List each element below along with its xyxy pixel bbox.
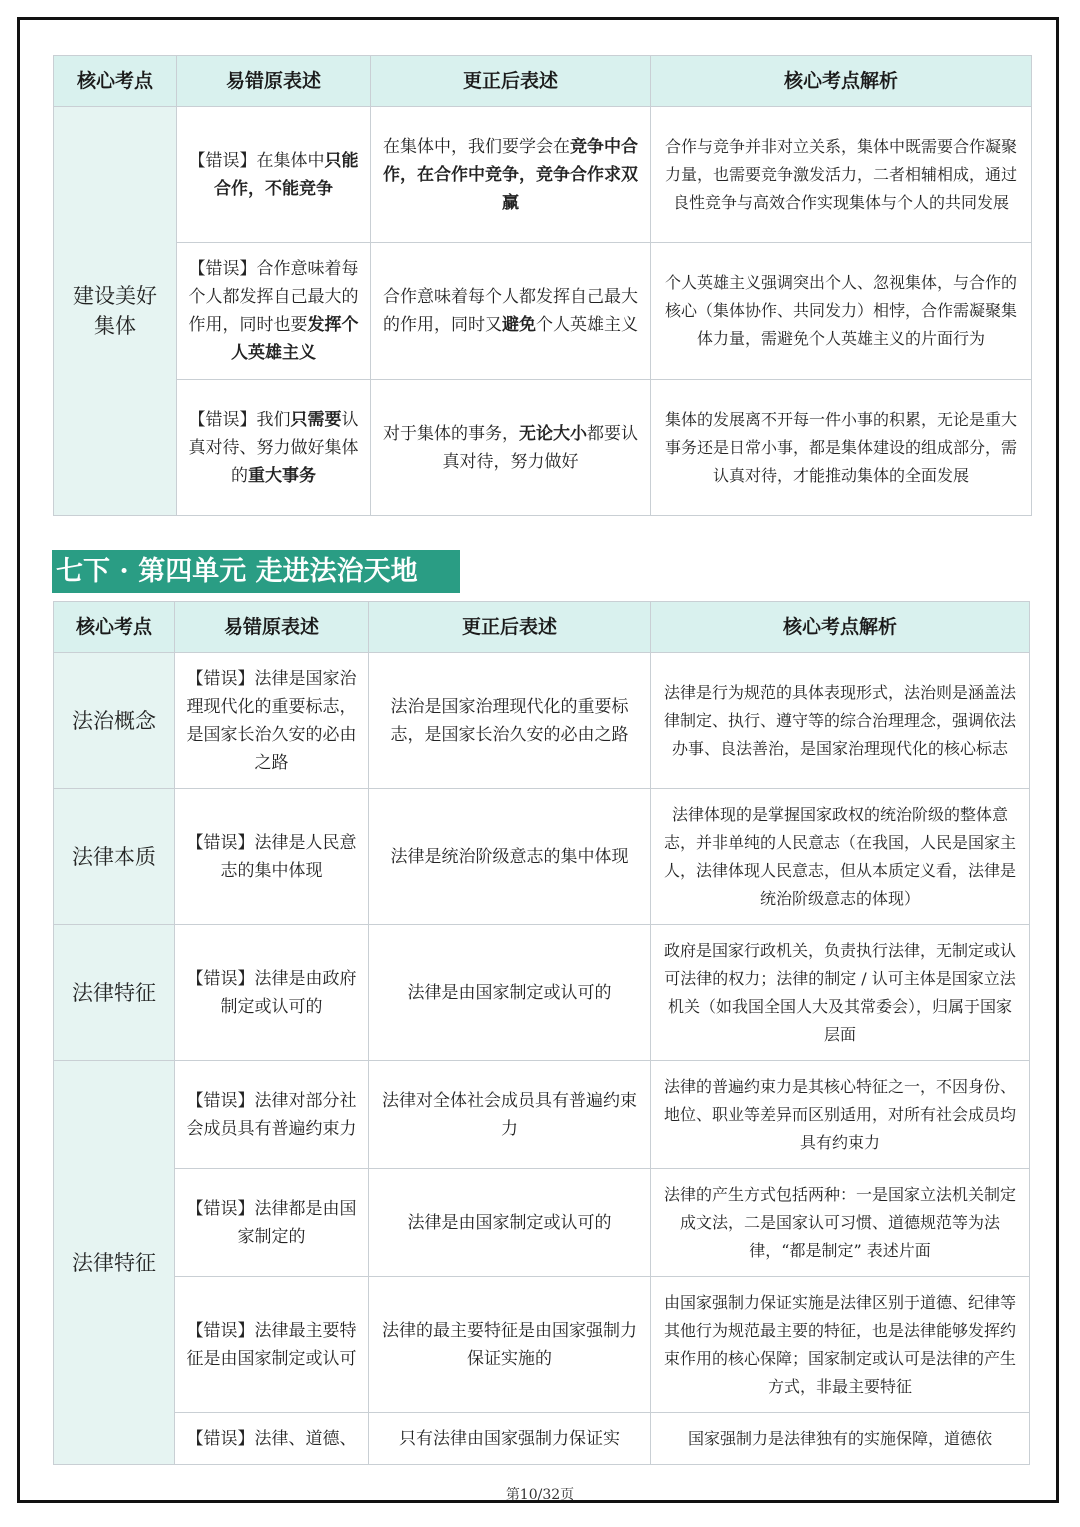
correct-cell: 法律是由国家制定或认可的 <box>369 1169 651 1277</box>
correct-cell: 在集体中，我们要学会在竞争中合作，在合作中竞争，竞争合作求双赢 <box>371 107 651 243</box>
table-row <box>54 653 1030 789</box>
correct-cell: 合作意味着每个人都发挥自己最大的作用，同时又避免个人英雄主义 <box>371 243 651 380</box>
wrong-cell: 【错误】我们只需要认真对待、努力做好集体的重大事务 <box>177 380 371 516</box>
unit-banner: 七下 · 第四单元 走进法治天地 <box>52 550 460 593</box>
table-row <box>54 1061 1030 1169</box>
analysis-cell: 政府是国家行政机关，负责执行法律，无制定或认可法律的权力；法律的制定 / 认可主体是国家立法机关（如我国全国人大及其常委会），归属于国家层面 <box>651 925 1030 1061</box>
correct-cell: 法律的最主要特征是由国家强制力保证实施的 <box>369 1277 651 1413</box>
table-row <box>54 1413 1030 1465</box>
emphasis-text: 只能合作，不能竞争 <box>214 150 359 199</box>
table-law <box>53 601 1030 1465</box>
table-row <box>54 925 1030 1061</box>
analysis-cell: 法律的产生方式包括两种：一是国家立法机关制定成文法，二是国家认可习惯、道德规范等为法律，“都是制定” 表述片面 <box>651 1169 1030 1277</box>
table-collective <box>53 55 1032 516</box>
table-row <box>54 789 1030 925</box>
correct-cell: 只有法律由国家强制力保证实 <box>369 1413 651 1465</box>
table-header-row <box>54 56 1032 107</box>
emphasis-text: 竞争中合作，在合作中竞争，竞争合作求双赢 <box>383 136 638 213</box>
emphasis-text: 避免 <box>502 315 536 335</box>
analysis-cell: 法律是行为规范的具体表现形式，法治则是涵盖法律制定、执行、遵守等的综合治理理念，强调依法办事、良法善治，是国家治理现代化的核心标志 <box>651 653 1030 789</box>
analysis-cell: 集体的发展离不开每一件小事的积累，无论是重大事务还是日常小事，都是集体建设的组成部分，需认真对待，才能推动集体的全面发展 <box>651 380 1032 516</box>
analysis-cell: 由国家强制力保证实施是法律区别于道德、纪律等其他行为规范最主要的特征，也是法律能够发挥约束作用的核心保障；国家制定或认可是法律的产生方式，非最主要特征 <box>651 1277 1030 1413</box>
header-analysis: 核心考点解析 <box>651 602 1030 653</box>
correct-cell: 法律是统治阶级意志的集中体现 <box>369 789 651 925</box>
wrong-cell: 【错误】合作意味着每个人都发挥自己最大的作用，同时也要发挥个人英雄主义 <box>177 243 371 380</box>
wrong-cell: 【错误】法律是由政府制定或认可的 <box>175 925 369 1061</box>
wrong-cell: 【错误】法律最主要特征是由国家制定或认可 <box>175 1277 369 1413</box>
wrong-cell: 【错误】法律都是由国家制定的 <box>175 1169 369 1277</box>
topic-cell: 法治概念 <box>54 653 175 789</box>
table-row <box>54 380 1032 516</box>
header-wrong: 易错原表述 <box>175 602 369 653</box>
analysis-cell: 个人英雄主义强调突出个人、忽视集体，与合作的核心（集体协作、共同发力）相悖，合作需凝聚集体力量，需避免个人英雄主义的片面行为 <box>651 243 1032 380</box>
header-correct: 更正后表述 <box>369 602 651 653</box>
analysis-cell: 国家强制力是法律独有的实施保障，道德依 <box>651 1413 1030 1465</box>
emphasis-text: 重大事务 <box>248 465 316 486</box>
correct-cell: 法律对全体社会成员具有普遍约束力 <box>369 1061 651 1169</box>
header-topic: 核心考点 <box>54 602 175 653</box>
topic-cell: 法律本质 <box>54 789 175 925</box>
table-row <box>54 107 1032 243</box>
header-analysis: 核心考点解析 <box>651 56 1032 107</box>
header-topic: 核心考点 <box>54 56 177 107</box>
topic-cell: 法律特征 <box>54 1061 175 1465</box>
page-number: 第10/32页 <box>505 1487 575 1503</box>
correct-cell: 法律是由国家制定或认可的 <box>369 925 651 1061</box>
table-header-row <box>54 602 1030 653</box>
emphasis-text: 无论大小 <box>519 423 587 444</box>
correct-cell: 对于集体的事务，无论大小都要认真对待，努力做好 <box>371 380 651 516</box>
table-row <box>54 1169 1030 1277</box>
emphasis-text: 只需要 <box>290 409 342 430</box>
analysis-cell: 法律的普遍约束力是其核心特征之一，不因身份、地位、职业等差异而区别适用，对所有社会成员均具有约束力 <box>651 1061 1030 1169</box>
topic-cell: 建设美好集体 <box>54 107 177 516</box>
header-correct: 更正后表述 <box>371 56 651 107</box>
analysis-cell: 法律体现的是掌握国家政权的统治阶级的整体意志，并非单纯的人民意志（在我国，人民是国家主人，法律体现人民意志，但从本质定义看，法律是统治阶级意志的体现） <box>651 789 1030 925</box>
topic-cell: 法律特征 <box>54 925 175 1061</box>
wrong-cell: 【错误】法律是人民意志的集中体现 <box>175 789 369 925</box>
wrong-cell: 【错误】法律是国家治理现代化的重要标志，是国家长治久安的必由之路 <box>175 653 369 789</box>
analysis-cell: 合作与竞争并非对立关系，集体中既需要合作凝聚力量，也需要竞争激发活力，二者相辅相成，通过良性竞争与高效合作实现集体与个人的共同发展 <box>651 107 1032 243</box>
correct-cell: 法治是国家治理现代化的重要标志，是国家长治久安的必由之路 <box>369 653 651 789</box>
wrong-cell: 【错误】法律对部分社会成员具有普遍约束力 <box>175 1061 369 1169</box>
wrong-cell: 【错误】在集体中只能合作，不能竞争 <box>177 107 371 243</box>
table-row <box>54 243 1032 380</box>
emphasis-text: 发挥个人英雄主义 <box>231 315 359 363</box>
header-wrong: 易错原表述 <box>177 56 371 107</box>
wrong-cell: 【错误】法律、道德、 <box>175 1413 369 1465</box>
table-row <box>54 1277 1030 1413</box>
